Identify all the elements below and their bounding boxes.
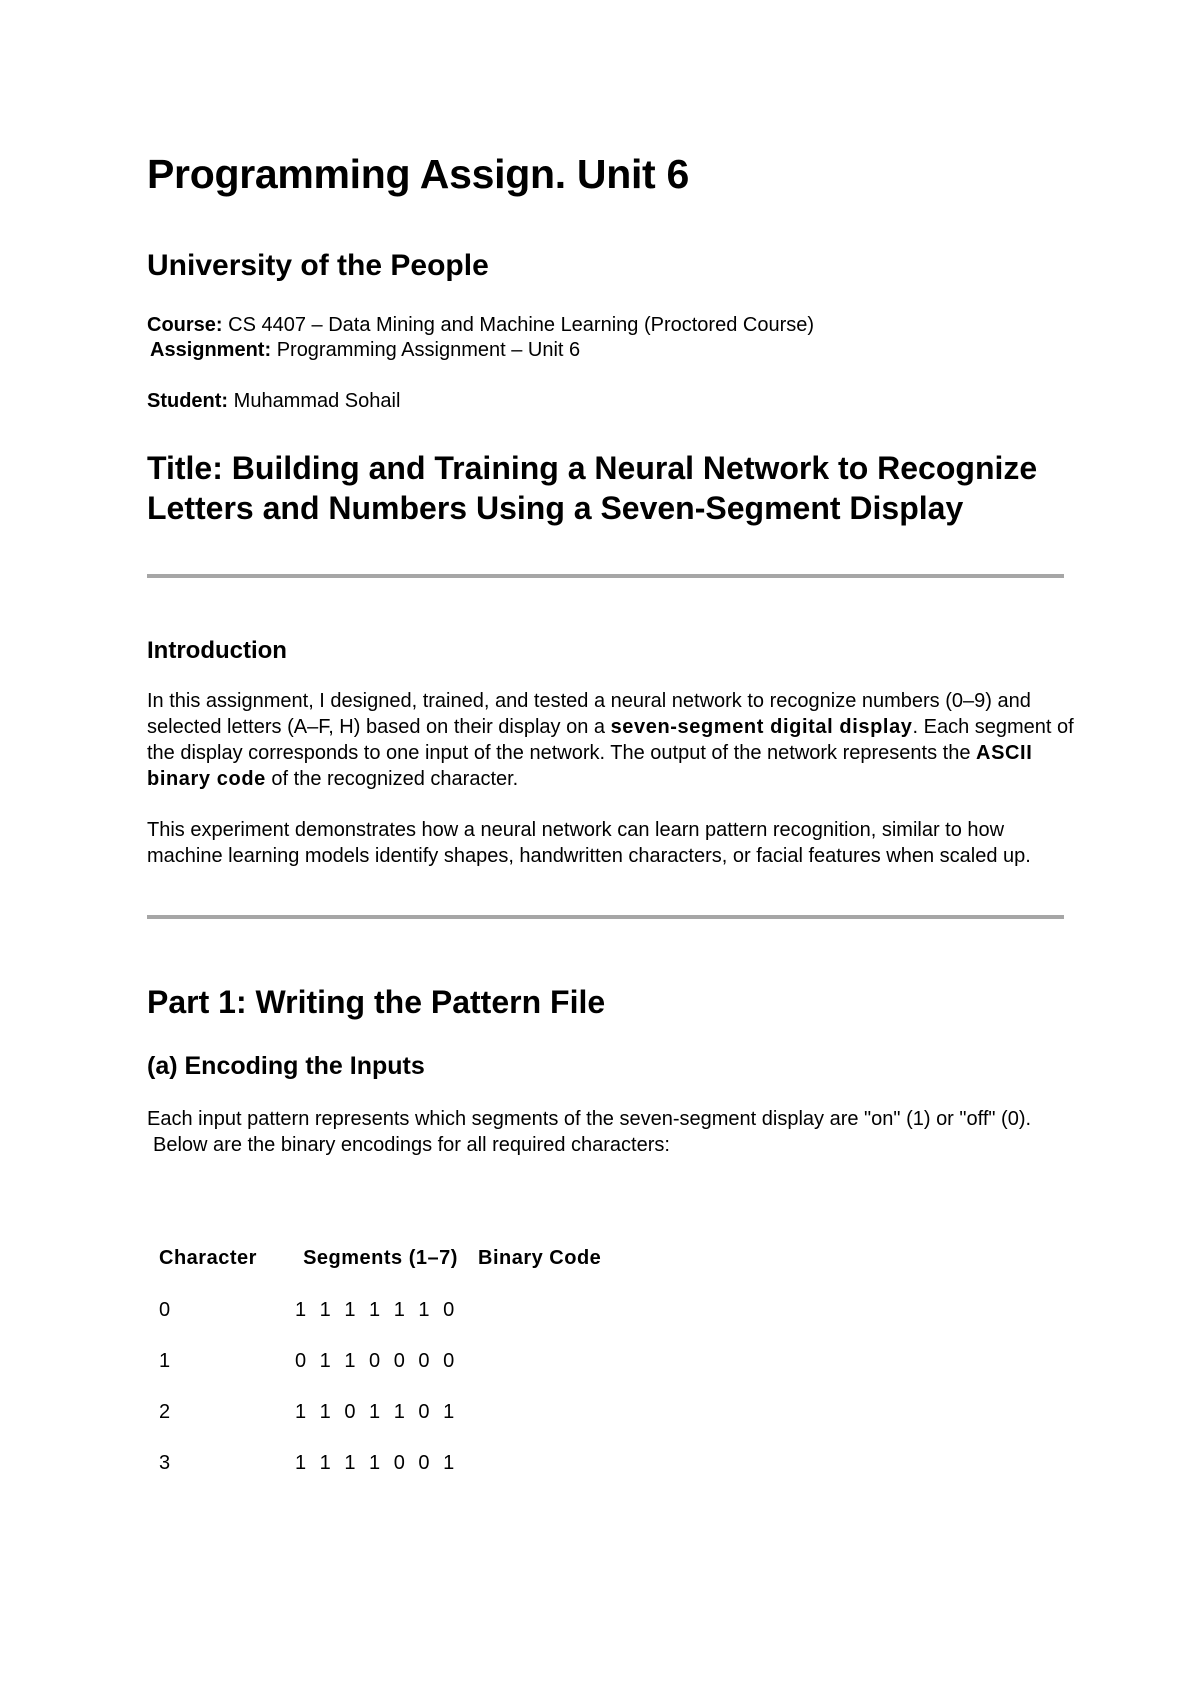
introduction-paragraph-1 — [147, 688, 1077, 792]
table-cell-binary — [466, 1438, 628, 1489]
table-cell-binary — [466, 1336, 628, 1387]
table-cell-character: 1 — [159, 1350, 171, 1372]
encoding-text-line-2: Below are the binary encodings for all required characters: — [153, 1134, 670, 1156]
intro-text-a: In this assignment, I designed, trained, and tested a neural network to recognize numbers (0–9) and selected letters (A–F, H) based on their display on a — [147, 690, 1031, 738]
intro-bold-ascii: ASCII binary code — [147, 742, 1033, 790]
course-label: Course: — [147, 314, 223, 336]
introduction-paragraph-2: This experiment demonstrates how a neural network can learn pattern recognition, similar to how machine learning models identify shapes, handwritten characters, or facial features when scaled up. — [147, 819, 1031, 867]
table-row — [147, 1387, 628, 1438]
table-cell-segments: 0 1 1 0 0 0 0 — [295, 1350, 459, 1372]
course-value: CS 4407 – Data Mining and Machine Learning (Proctored Course) — [228, 314, 815, 336]
student-value: Muhammad Sohail — [233, 390, 401, 412]
introduction-heading: Introduction — [147, 637, 287, 664]
part1-heading: Part 1: Writing the Pattern File — [147, 984, 606, 1020]
table-header-character: Character — [159, 1247, 257, 1269]
table-row — [147, 1336, 628, 1387]
encoding-subheading: (a) Encoding the Inputs — [147, 1052, 425, 1080]
table-cell-binary — [466, 1387, 628, 1438]
assignment-value: Programming Assignment – Unit 6 — [276, 339, 581, 361]
assignment-line — [150, 337, 580, 363]
encoding-text-line-1: Each input pattern represents which segments of the seven-segment display are "on" (1) or "off" (0). — [147, 1108, 1032, 1130]
document-title: Programming Assign. Unit 6 — [147, 151, 689, 197]
table-cell-segments: 1 1 0 1 1 0 1 — [295, 1401, 459, 1423]
intro-text-c: . Each segment of the display corresponds to one input of the network. The output of the network represents the — [147, 716, 1074, 764]
table-header-segments: Segments (1–7) — [303, 1247, 458, 1269]
table-header-binary: Binary Code — [478, 1247, 602, 1269]
table-cell-binary — [466, 1285, 628, 1336]
table-cell-character: 2 — [159, 1401, 171, 1423]
encoding-table — [147, 1243, 628, 1489]
student-label: Student: — [147, 390, 229, 412]
course-line — [147, 312, 814, 338]
table-cell-segments: 1 1 1 1 1 1 0 — [295, 1299, 459, 1321]
assignment-title: Title: Building and Training a Neural Network to Recognize Letters and Numbers Using a Seven-Segment Display — [147, 450, 1038, 526]
organization-name: University of the People — [147, 249, 489, 282]
table-cell-character: 0 — [159, 1299, 171, 1321]
table-cell-character: 3 — [159, 1452, 171, 1474]
table-row — [147, 1438, 628, 1489]
intro-bold-seven-segment: seven-segment digital display — [610, 716, 913, 738]
table-cell-segments: 1 1 1 1 0 0 1 — [295, 1452, 459, 1474]
encoding-paragraph — [147, 1106, 1077, 1158]
horizontal-divider — [147, 915, 1064, 919]
table-row — [147, 1285, 628, 1336]
assignment-label: Assignment: — [150, 339, 272, 361]
intro-text-e: of the recognized character. — [265, 768, 519, 790]
table-header-row — [147, 1243, 628, 1285]
student-line — [147, 388, 400, 414]
horizontal-divider — [147, 574, 1064, 578]
